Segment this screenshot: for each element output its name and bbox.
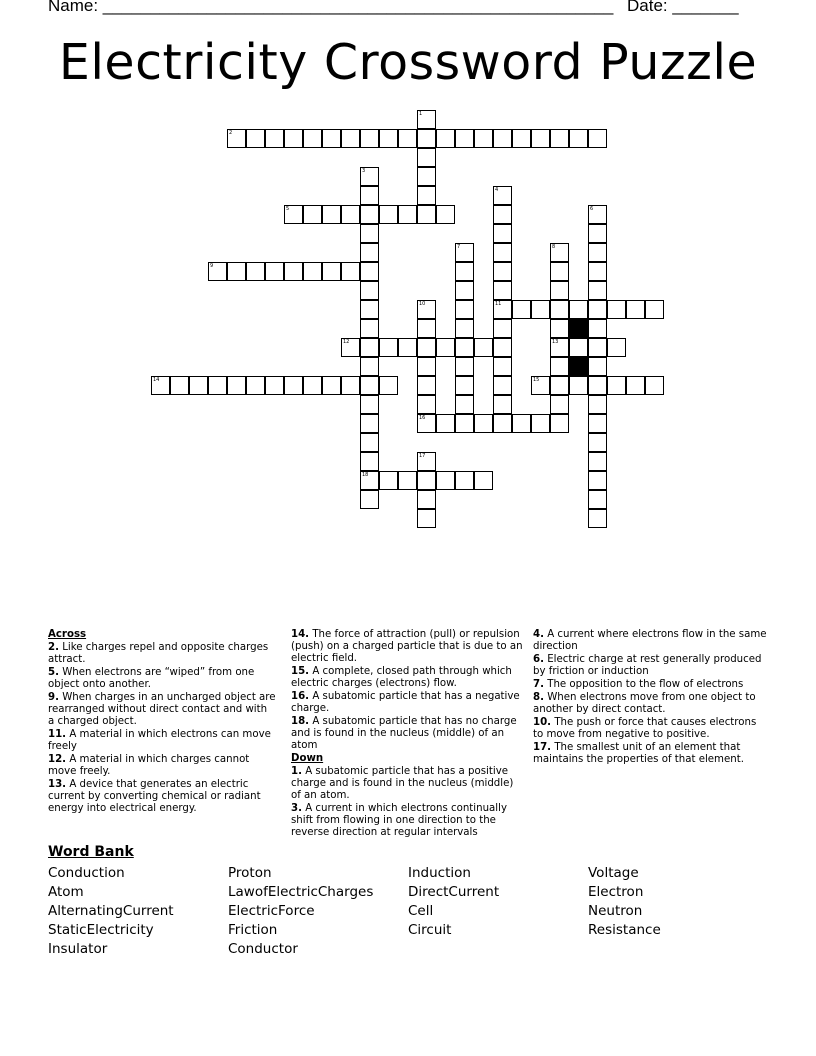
clue-down: 8. When electrons move from one object to another by direct contact. xyxy=(533,692,756,715)
grid-cell[interactable] xyxy=(455,243,474,262)
clue-number: 4 xyxy=(495,187,499,193)
grid-cell[interactable] xyxy=(208,262,227,281)
down-heading: Down xyxy=(291,753,324,764)
grid-cell[interactable] xyxy=(455,129,474,148)
grid-cell[interactable] xyxy=(550,129,569,148)
word-bank-column-3 xyxy=(408,864,499,940)
grid-cell[interactable] xyxy=(455,395,474,414)
grid-cell[interactable] xyxy=(588,129,607,148)
grid-cell[interactable] xyxy=(151,376,170,395)
grid-cell[interactable] xyxy=(303,262,322,281)
word-bank-item: AlternatingCurrent xyxy=(48,903,174,919)
grid-cell[interactable] xyxy=(588,262,607,281)
name-field-label: Name: ______________________________________________________ xyxy=(48,0,614,15)
grid-cell[interactable] xyxy=(455,281,474,300)
grid-cell[interactable] xyxy=(360,167,379,186)
grid-cell[interactable] xyxy=(493,300,512,319)
grid-cell[interactable] xyxy=(569,338,588,357)
grid-cell[interactable] xyxy=(436,205,455,224)
word-bank-item: Circuit xyxy=(408,922,452,938)
grid-cell-blocked xyxy=(569,357,588,376)
grid-cell[interactable] xyxy=(341,262,360,281)
grid-cell[interactable] xyxy=(569,376,588,395)
clue-across: 12. A material in which charges cannot move freely. xyxy=(48,754,250,777)
grid-cell[interactable] xyxy=(360,490,379,509)
grid-cell[interactable] xyxy=(417,414,436,433)
grid-cell[interactable] xyxy=(417,300,436,319)
grid-cell[interactable] xyxy=(436,414,455,433)
word-bank-item: Proton xyxy=(228,865,272,881)
grid-cell[interactable] xyxy=(379,376,398,395)
clue-across: 15. A complete, closed path through which electric charges (electrons) flow. xyxy=(291,666,512,689)
grid-cell[interactable] xyxy=(417,509,436,528)
word-bank-item: StaticElectricity xyxy=(48,922,154,938)
grid-cell[interactable] xyxy=(550,262,569,281)
grid-cell[interactable] xyxy=(360,376,379,395)
grid-cell[interactable] xyxy=(588,452,607,471)
grid-cell[interactable] xyxy=(607,338,626,357)
grid-cell[interactable] xyxy=(398,338,417,357)
grid-cell[interactable] xyxy=(360,319,379,338)
grid-cell[interactable] xyxy=(398,205,417,224)
grid-cell[interactable] xyxy=(379,129,398,148)
grid-cell[interactable] xyxy=(322,205,341,224)
clue-down: 1. A subatomic particle that has a positive charge and is found in the nucleus (middle) of an atom. xyxy=(291,766,514,801)
word-bank-item: Induction xyxy=(408,865,471,881)
grid-cell[interactable] xyxy=(455,262,474,281)
grid-cell[interactable] xyxy=(417,129,436,148)
clue-across: 9. When charges in an uncharged object are rearranged without direct contact and with a charged object. xyxy=(48,692,276,727)
grid-cell[interactable] xyxy=(360,281,379,300)
grid-cell[interactable] xyxy=(550,395,569,414)
grid-cell[interactable] xyxy=(284,376,303,395)
grid-cell[interactable] xyxy=(493,376,512,395)
grid-cell[interactable] xyxy=(588,471,607,490)
grid-cell[interactable] xyxy=(189,376,208,395)
clue-number: 10 xyxy=(419,301,426,307)
grid-cell[interactable] xyxy=(588,281,607,300)
grid-cell[interactable] xyxy=(265,129,284,148)
grid-cell[interactable] xyxy=(493,357,512,376)
across-heading: Across xyxy=(48,629,87,640)
word-bank-item: Electron xyxy=(588,884,644,900)
grid-cell[interactable] xyxy=(417,167,436,186)
grid-cell[interactable] xyxy=(208,376,227,395)
grid-cell[interactable] xyxy=(341,129,360,148)
grid-cell[interactable] xyxy=(569,129,588,148)
grid-cell[interactable] xyxy=(360,471,379,490)
grid-cell[interactable] xyxy=(531,376,550,395)
grid-cell[interactable] xyxy=(398,471,417,490)
grid-cell[interactable] xyxy=(303,129,322,148)
clue-number: 5 xyxy=(286,206,290,212)
grid-cell[interactable] xyxy=(550,300,569,319)
grid-cell[interactable] xyxy=(170,376,189,395)
word-bank-column-4 xyxy=(588,864,661,940)
grid-cell[interactable] xyxy=(360,338,379,357)
grid-cell[interactable] xyxy=(417,205,436,224)
grid-cell[interactable] xyxy=(360,433,379,452)
word-bank-item: Neutron xyxy=(588,903,643,919)
word-bank-item: Cell xyxy=(408,903,434,919)
grid-cell[interactable] xyxy=(588,490,607,509)
clue-across: 16. A subatomic particle that has a negative charge. xyxy=(291,691,520,714)
grid-cell[interactable] xyxy=(531,414,550,433)
grid-cell[interactable] xyxy=(569,300,588,319)
clue-number: 18 xyxy=(362,472,369,478)
grid-cell[interactable] xyxy=(436,471,455,490)
word-bank-column-2 xyxy=(228,864,373,959)
grid-cell[interactable] xyxy=(360,300,379,319)
grid-cell[interactable] xyxy=(360,395,379,414)
grid-cell-blocked xyxy=(569,319,588,338)
grid-cell[interactable] xyxy=(493,129,512,148)
grid-cell[interactable] xyxy=(322,376,341,395)
grid-cell[interactable] xyxy=(588,376,607,395)
grid-cell[interactable] xyxy=(588,509,607,528)
grid-cell[interactable] xyxy=(455,376,474,395)
grid-cell[interactable] xyxy=(417,471,436,490)
grid-cell[interactable] xyxy=(246,376,265,395)
word-bank-item: Conduction xyxy=(48,865,125,881)
grid-cell[interactable] xyxy=(493,338,512,357)
grid-cell[interactable] xyxy=(303,376,322,395)
word-bank-item: Insulator xyxy=(48,941,108,957)
grid-cell[interactable] xyxy=(417,186,436,205)
clue-down: 7. The opposition to the flow of electrons xyxy=(533,679,744,690)
grid-cell[interactable] xyxy=(493,281,512,300)
grid-cell[interactable] xyxy=(360,205,379,224)
grid-cell[interactable] xyxy=(455,338,474,357)
grid-cell[interactable] xyxy=(588,433,607,452)
grid-cell[interactable] xyxy=(436,338,455,357)
grid-cell[interactable] xyxy=(284,262,303,281)
grid-cell[interactable] xyxy=(512,414,531,433)
grid-cell[interactable] xyxy=(246,262,265,281)
grid-cell[interactable] xyxy=(626,376,645,395)
grid-cell[interactable] xyxy=(284,129,303,148)
clue-down: 3. A current in which electrons continually shift from flowing in one direction to the reverse direction at regular intervals xyxy=(291,803,507,838)
grid-cell[interactable] xyxy=(417,148,436,167)
clue-number: 14 xyxy=(153,377,160,383)
grid-cell[interactable] xyxy=(645,300,664,319)
clue-number: 3 xyxy=(362,168,366,174)
grid-cell[interactable] xyxy=(436,129,455,148)
grid-cell[interactable] xyxy=(550,357,569,376)
clue-down: 6. Electric charge at rest generally produced by friction or induction xyxy=(533,654,762,677)
grid-cell[interactable] xyxy=(550,376,569,395)
clue-number: 13 xyxy=(552,339,559,345)
word-bank-title: Word Bank xyxy=(48,844,134,860)
grid-cell[interactable] xyxy=(360,186,379,205)
grid-cell[interactable] xyxy=(417,490,436,509)
grid-cell[interactable] xyxy=(360,224,379,243)
grid-cell[interactable] xyxy=(645,376,664,395)
clue-down: 10. The push or force that causes electrons to move from negative to positive. xyxy=(533,717,757,740)
grid-cell[interactable] xyxy=(284,205,303,224)
grid-cell[interactable] xyxy=(227,376,246,395)
grid-cell[interactable] xyxy=(550,243,569,262)
clue-across: 14. The force of attraction (pull) or repulsion (push) on a charged particle that is due to an electric field. xyxy=(291,629,523,664)
grid-cell[interactable] xyxy=(417,452,436,471)
grid-cell[interactable] xyxy=(607,376,626,395)
grid-cell[interactable] xyxy=(417,319,436,338)
grid-cell[interactable] xyxy=(588,338,607,357)
grid-cell[interactable] xyxy=(322,262,341,281)
clues-column-2 xyxy=(291,629,523,840)
grid-cell[interactable] xyxy=(246,129,265,148)
grid-cell[interactable] xyxy=(455,471,474,490)
word-bank-item: DirectCurrent xyxy=(408,884,500,900)
grid-cell[interactable] xyxy=(341,205,360,224)
grid-cell[interactable] xyxy=(588,395,607,414)
grid-cell[interactable] xyxy=(322,129,341,148)
grid-cell[interactable] xyxy=(588,224,607,243)
grid-cell[interactable] xyxy=(227,129,246,148)
grid-cell[interactable] xyxy=(588,414,607,433)
grid-cell[interactable] xyxy=(493,243,512,262)
clue-number: 17 xyxy=(419,453,426,459)
clue-number: 15 xyxy=(533,377,540,383)
grid-cell[interactable] xyxy=(493,319,512,338)
grid-cell[interactable] xyxy=(531,129,550,148)
clue-across: 18. A subatomic particle that has no charge and is found in the nucleus (middle) of an atom xyxy=(291,716,517,751)
grid-cell[interactable] xyxy=(417,395,436,414)
clue-across: 5. When electrons are “wiped” from one object onto another. xyxy=(48,667,255,690)
grid-cell[interactable] xyxy=(417,376,436,395)
grid-cell[interactable] xyxy=(550,319,569,338)
clue-down: 4. A current where electrons flow in the same direction xyxy=(533,629,767,652)
clue-down: 17. The smallest unit of an element that maintains the properties of that element. xyxy=(533,742,744,765)
grid-cell[interactable] xyxy=(265,376,284,395)
grid-cell[interactable] xyxy=(474,338,493,357)
grid-cell[interactable] xyxy=(455,319,474,338)
clue-number: 6 xyxy=(590,206,594,212)
grid-cell[interactable] xyxy=(493,414,512,433)
word-bank-item: Resistance xyxy=(588,922,661,938)
clue-number: 12 xyxy=(343,339,350,345)
clue-number: 16 xyxy=(419,415,426,421)
grid-cell[interactable] xyxy=(493,224,512,243)
grid-cell[interactable] xyxy=(512,129,531,148)
grid-cell[interactable] xyxy=(493,205,512,224)
clue-number: 8 xyxy=(552,244,556,250)
grid-cell[interactable] xyxy=(493,186,512,205)
grid-cell[interactable] xyxy=(493,395,512,414)
clue-across: 11. A material in which electrons can move freely xyxy=(48,729,271,752)
grid-cell[interactable] xyxy=(360,452,379,471)
grid-cell[interactable] xyxy=(474,414,493,433)
grid-cell[interactable] xyxy=(360,357,379,376)
word-bank-item: Voltage xyxy=(588,865,639,881)
grid-cell[interactable] xyxy=(474,471,493,490)
clue-number: 9 xyxy=(210,263,214,269)
grid-cell[interactable] xyxy=(455,414,474,433)
grid-cell[interactable] xyxy=(588,319,607,338)
grid-cell[interactable] xyxy=(379,205,398,224)
grid-cell[interactable] xyxy=(303,205,322,224)
clue-number: 2 xyxy=(229,130,233,136)
grid-cell[interactable] xyxy=(531,300,550,319)
clue-across: 13. A device that generates an electric current by converting chemical or radiant energy into electrical energy. xyxy=(48,779,261,814)
grid-cell[interactable] xyxy=(417,110,436,129)
grid-cell[interactable] xyxy=(341,338,360,357)
grid-cell[interactable] xyxy=(360,243,379,262)
grid-cell[interactable] xyxy=(360,414,379,433)
grid-cell[interactable] xyxy=(493,262,512,281)
word-bank-item: Atom xyxy=(48,884,84,900)
word-bank-item: ElectricForce xyxy=(228,903,315,919)
grid-cell[interactable] xyxy=(417,357,436,376)
word-bank-item: Conductor xyxy=(228,941,298,957)
grid-cell[interactable] xyxy=(265,262,284,281)
grid-cell[interactable] xyxy=(398,129,417,148)
clues-column-1 xyxy=(48,629,276,816)
grid-cell[interactable] xyxy=(417,338,436,357)
word-bank-item: Friction xyxy=(228,922,278,938)
grid-cell[interactable] xyxy=(550,281,569,300)
grid-cell[interactable] xyxy=(379,471,398,490)
grid-cell[interactable] xyxy=(227,262,246,281)
grid-cell[interactable] xyxy=(588,205,607,224)
grid-cell[interactable] xyxy=(455,300,474,319)
grid-cell[interactable] xyxy=(379,338,398,357)
grid-cell[interactable] xyxy=(512,300,531,319)
clue-number: 7 xyxy=(457,244,461,250)
grid-cell[interactable] xyxy=(360,129,379,148)
word-bank-column-1 xyxy=(48,864,174,959)
grid-cell[interactable] xyxy=(474,129,493,148)
clue-number: 1 xyxy=(419,111,423,117)
clue-across: 2. Like charges repel and opposite charges attract. xyxy=(48,642,269,665)
date-field-label: Date: _______ xyxy=(627,0,739,15)
page-title: Electricity Crossword Puzzle xyxy=(58,34,758,91)
grid-cell[interactable] xyxy=(588,243,607,262)
grid-cell[interactable] xyxy=(588,357,607,376)
grid-cell[interactable] xyxy=(455,357,474,376)
grid-cell[interactable] xyxy=(607,300,626,319)
clues-column-3 xyxy=(533,629,769,767)
word-bank-item: LawofElectricCharges xyxy=(228,884,374,900)
grid-cell[interactable] xyxy=(588,300,607,319)
grid-cell[interactable] xyxy=(550,338,569,357)
grid-cell[interactable] xyxy=(550,414,569,433)
grid-cell[interactable] xyxy=(360,262,379,281)
grid-cell[interactable] xyxy=(626,300,645,319)
clue-number: 11 xyxy=(495,301,502,307)
grid-cell[interactable] xyxy=(341,376,360,395)
